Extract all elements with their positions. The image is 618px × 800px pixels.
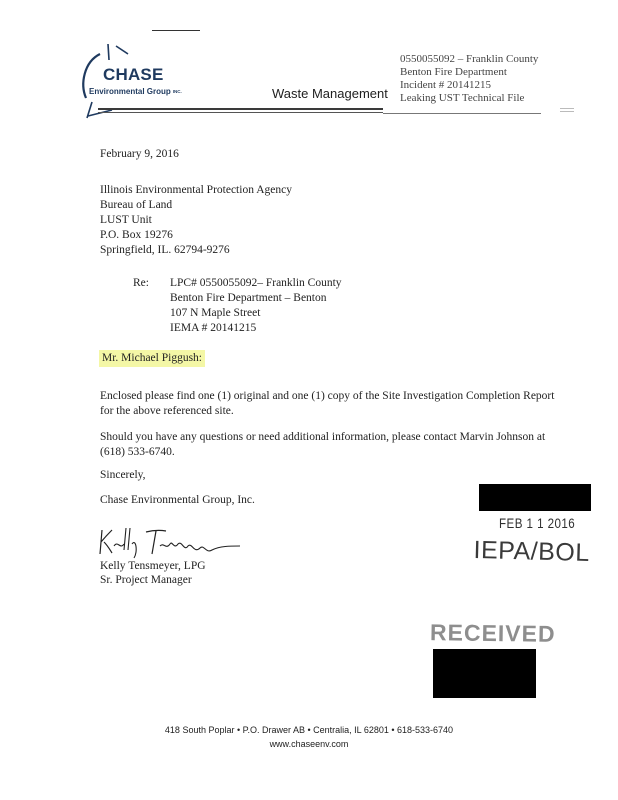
redaction-bar bbox=[479, 484, 591, 511]
re-label: Re: bbox=[133, 277, 149, 289]
agency-stamp: IEPA/BOL bbox=[473, 536, 591, 568]
reference-line: 0550055092 – Franklin County bbox=[400, 53, 539, 65]
letterhead-rule bbox=[98, 112, 383, 113]
salutation-highlighted: Mr. Michael Piggush: bbox=[99, 350, 205, 367]
subject-line: LPC# 0550055092– Franklin County bbox=[170, 277, 342, 289]
address-line: Bureau of Land bbox=[100, 199, 173, 211]
reference-line: Benton Fire Department bbox=[400, 66, 507, 78]
margin-mark bbox=[560, 111, 574, 112]
address-line: P.O. Box 19276 bbox=[100, 229, 173, 241]
signer-name: Kelly Tensmeyer, LPG bbox=[100, 560, 206, 572]
address-line: Illinois Environmental Protection Agency bbox=[100, 184, 292, 196]
file-reference-block bbox=[400, 53, 538, 105]
closing: Sincerely, bbox=[100, 469, 146, 481]
logo-subtitle-text: Environmental Group bbox=[89, 87, 171, 96]
address-line: Springfield, IL. 62794-9276 bbox=[100, 244, 230, 256]
redaction-bar bbox=[433, 649, 536, 698]
department-title: Waste Management bbox=[272, 86, 388, 101]
body-paragraph-enclosure: Enclosed please find one (1) original and one (1) copy of the Site Investigation Completion Report for the above referenced site. bbox=[100, 390, 555, 417]
subject-line: Benton Fire Department – Benton bbox=[170, 292, 327, 304]
margin-mark bbox=[560, 108, 574, 109]
recipient-address bbox=[100, 183, 292, 258]
company-logo-subtitle bbox=[89, 87, 182, 96]
letterhead-rule bbox=[383, 113, 541, 114]
handwritten-signature bbox=[96, 524, 246, 560]
address-line: LUST Unit bbox=[100, 214, 152, 226]
signer-title: Sr. Project Manager bbox=[100, 574, 192, 586]
subject-block bbox=[170, 276, 342, 336]
top-dash-mark bbox=[152, 30, 200, 31]
body-paragraph-contact: Should you have any questions or need additional information, please contact Marvin Johnson at (618) 533-6740. bbox=[100, 431, 546, 458]
logo-inc-text: INC. bbox=[172, 89, 182, 94]
company-logo-name: CHASE bbox=[103, 65, 164, 84]
received-stamp: RECEIVED bbox=[429, 619, 556, 647]
subject-line: 107 N Maple Street bbox=[170, 307, 261, 319]
received-date-stamp: FEB 1 1 2016 bbox=[499, 516, 576, 531]
sender-company: Chase Environmental Group, Inc. bbox=[100, 494, 255, 506]
reference-line: Leaking UST Technical File bbox=[400, 92, 525, 104]
footer-website: www.chaseenv.com bbox=[269, 739, 349, 749]
letter-date: February 9, 2016 bbox=[100, 148, 179, 160]
subject-line: IEMA # 20141215 bbox=[170, 322, 257, 334]
letterhead-rule bbox=[98, 108, 383, 110]
footer-address: 418 South Poplar • P.O. Drawer AB • Centralia, IL 62801 • 618-533-6740 bbox=[164, 725, 454, 735]
reference-line: Incident # 20141215 bbox=[400, 79, 492, 91]
